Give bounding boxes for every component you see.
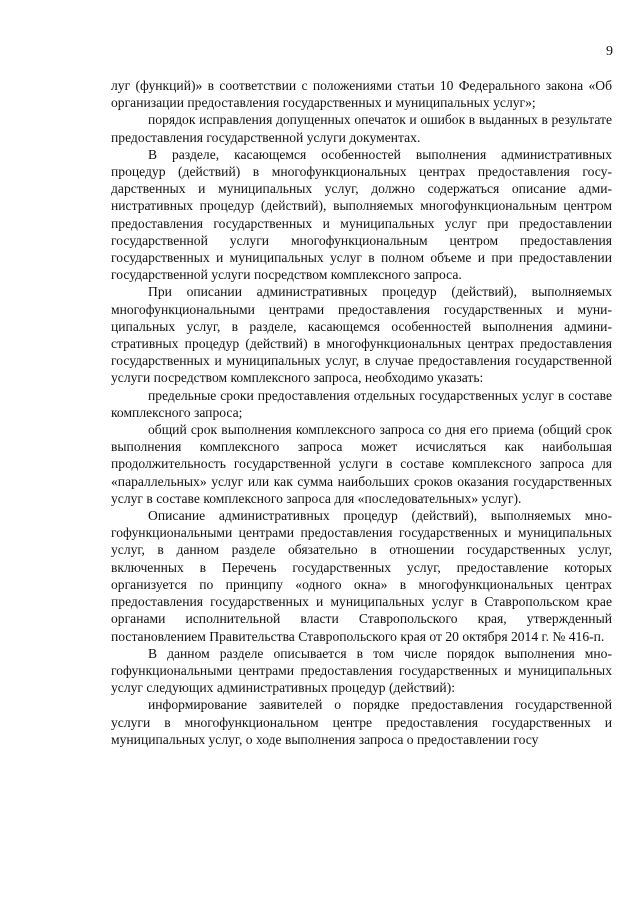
- paragraph-4: При описании административных процедур (действий), выполняемых многофункциональными центрами предоставления государственных и муниципальных услуг, в разделе, касающемся особенностей выполнения административных процедур (действий) в многофункциональных центрах предоставления государственных и муниципальных услуг, в случае предоставления государственной услуги посредством комплексного запроса, необходимо указать:: [111, 284, 612, 386]
- paragraph-1: луг (функций)» в соответствии с положениями статьи 10 Федерального закона «Об организации предоставления государственных и муниципальных услуг»;: [111, 78, 612, 111]
- paragraph-2: порядок исправления допущенных опечаток и ошибок в выданных в результате предоставления государственной услуги документах.: [111, 112, 612, 145]
- body-text: [111, 77, 612, 748]
- paragraph-9: информирование заявителей о порядке предоставления государственной услуги в многофункциональном центре предоставления государственных и муниципальных услуг, о ходе выполнения запроса о предоставлении госу: [111, 697, 612, 747]
- paragraph-3: В разделе, касающемся особенностей выполнения административных процедур (действий) в многофункциональных центрах предоставления государственных и муниципальных услуг, должно содержаться описание административных процедур (действий), выполняемых многофункциональным центром предоставления государственных и муниципальных услуг при предоставлении государственной услуги многофункциональным центром предоставления государственных и муниципальных услуг в полном объеме и при предоставлении государственной услуги посредством комплексного запроса.: [111, 146, 612, 283]
- paragraph-5: предельные сроки предоставления отдельных государственных услуг в составе комплексного запроса;: [111, 387, 612, 420]
- page-number: 9: [606, 44, 613, 59]
- paragraph-8: В данном разделе описывается в том числе порядок выполнения многофункциональными центрами предоставления государственных и муниципальных услуг следующих административных процедур (действий):: [111, 645, 612, 696]
- paragraph-6: общий срок выполнения комплексного запроса со дня его приема (общий срок выполнения комплексного запроса может исчисляться как наибольшая продолжительность государственной услуги в составе комплексного запроса для «параллельных» услуг или как сумма наибольших сроков оказания государственных услуг в составе комплексного запроса для «последовательных» услуг).: [111, 422, 612, 506]
- paragraph-7: Описание административных процедур (действий), выполняемых многофункциональными центрами предоставления государственных и муниципальных услуг, в данном разделе обязательно в отношении государственных услуг, включенных в Перечень государственных услуг, предоставление которых организуется по принципу «одного окна» в многофункциональных центрах предоставления государственных и муниципальных услуг в Ставропольском крае органами исполнительной власти Ставропольского края, утвержденный постановлением Правительства Ставропольского края от 20 октября 2014 г. № 416-п.: [111, 508, 612, 644]
